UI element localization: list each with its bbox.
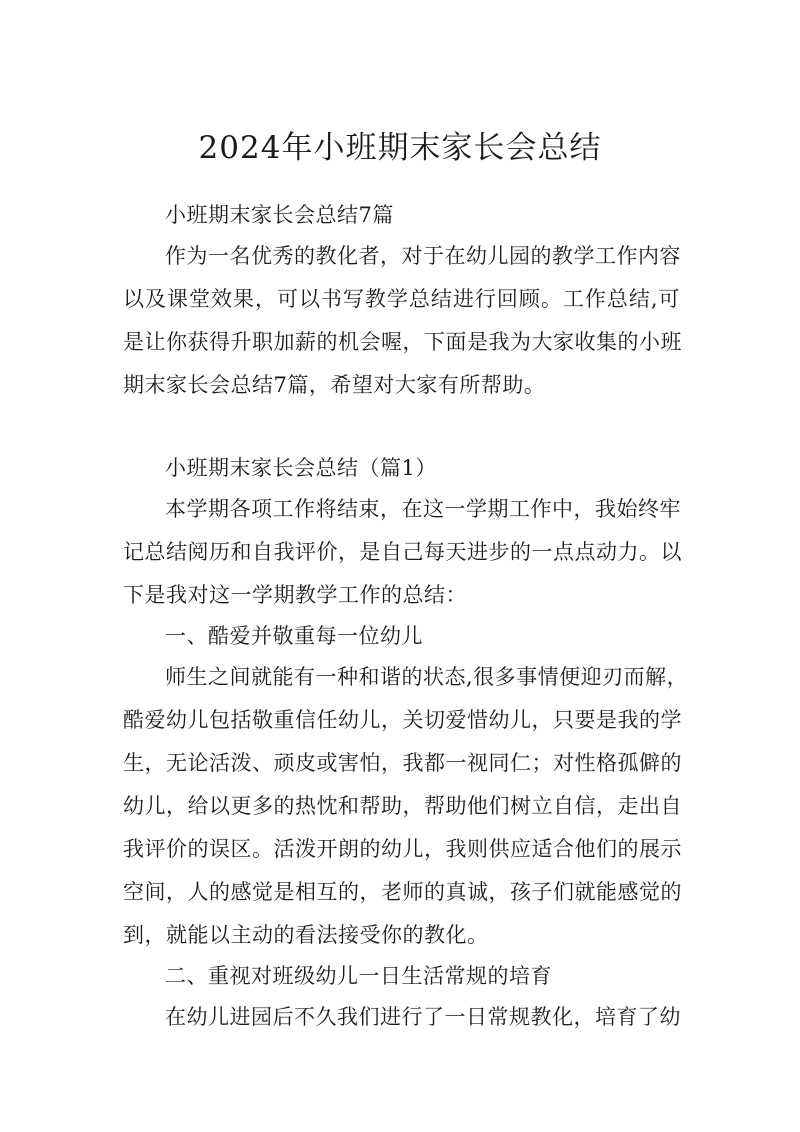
point-heading: 二、重视对班级幼儿一日生活常规的培育 (165, 964, 552, 988)
paragraph-line: 记总结阅历和自我评价，是自己每天进步的一点点动力。以 (123, 540, 682, 564)
section-heading: 小班期末家长会总结（篇1） (165, 456, 437, 480)
paragraph-line: 我评价的误区。活泼开朗的幼儿，我则供应适合他们的展示 (123, 837, 682, 861)
intro-line: 是让你获得升职加薪的机会喔，下面是我为大家收集的小班 (123, 330, 682, 354)
paragraph-line: 酷爱幼儿包括敬重信任幼儿，关切爱惜幼儿，只要是我的学 (123, 708, 682, 732)
paragraph-line: 空间，人的感觉是相互的，老师的真诚，孩子们就能感觉的 (123, 880, 682, 904)
document-title: 2024年小班期末家长会总结 (198, 130, 602, 166)
intro-line: 作为一名优秀的教化者，对于在幼儿园的教学工作内容 (165, 244, 681, 268)
paragraph-line: 师生之间就能有一种和谐的状态,很多事情便迎刃而解， (165, 665, 689, 689)
intro-line: 期末家长会总结7篇，希望对大家有所帮助。 (123, 373, 546, 397)
paragraph-line: 到，就能以主动的看法接受你的教化。 (123, 923, 489, 947)
intro-line: 以及课堂效果，可以书写教学总结进行回顾。工作总结,可 (123, 287, 680, 311)
paragraph-line: 生，无论活泼、顽皮或害怕，我都一视同仁；对性格孤僻的 (123, 751, 682, 775)
point-heading: 一、酷爱并敬重每一位幼儿 (165, 624, 423, 648)
document-subtitle: 小班期末家长会总结7篇 (165, 203, 394, 227)
paragraph-line: 下是我对这一学期教学工作的总结： (123, 583, 467, 607)
paragraph-line: 本学期各项工作将结束，在这一学期工作中，我始终牢 (165, 497, 681, 521)
paragraph-line: 在幼儿进园后不久我们进行了一日常规教化，培育了幼 (165, 1005, 681, 1029)
paragraph-line: 幼儿，给以更多的热忱和帮助，帮助他们树立自信，走出自 (123, 794, 682, 818)
